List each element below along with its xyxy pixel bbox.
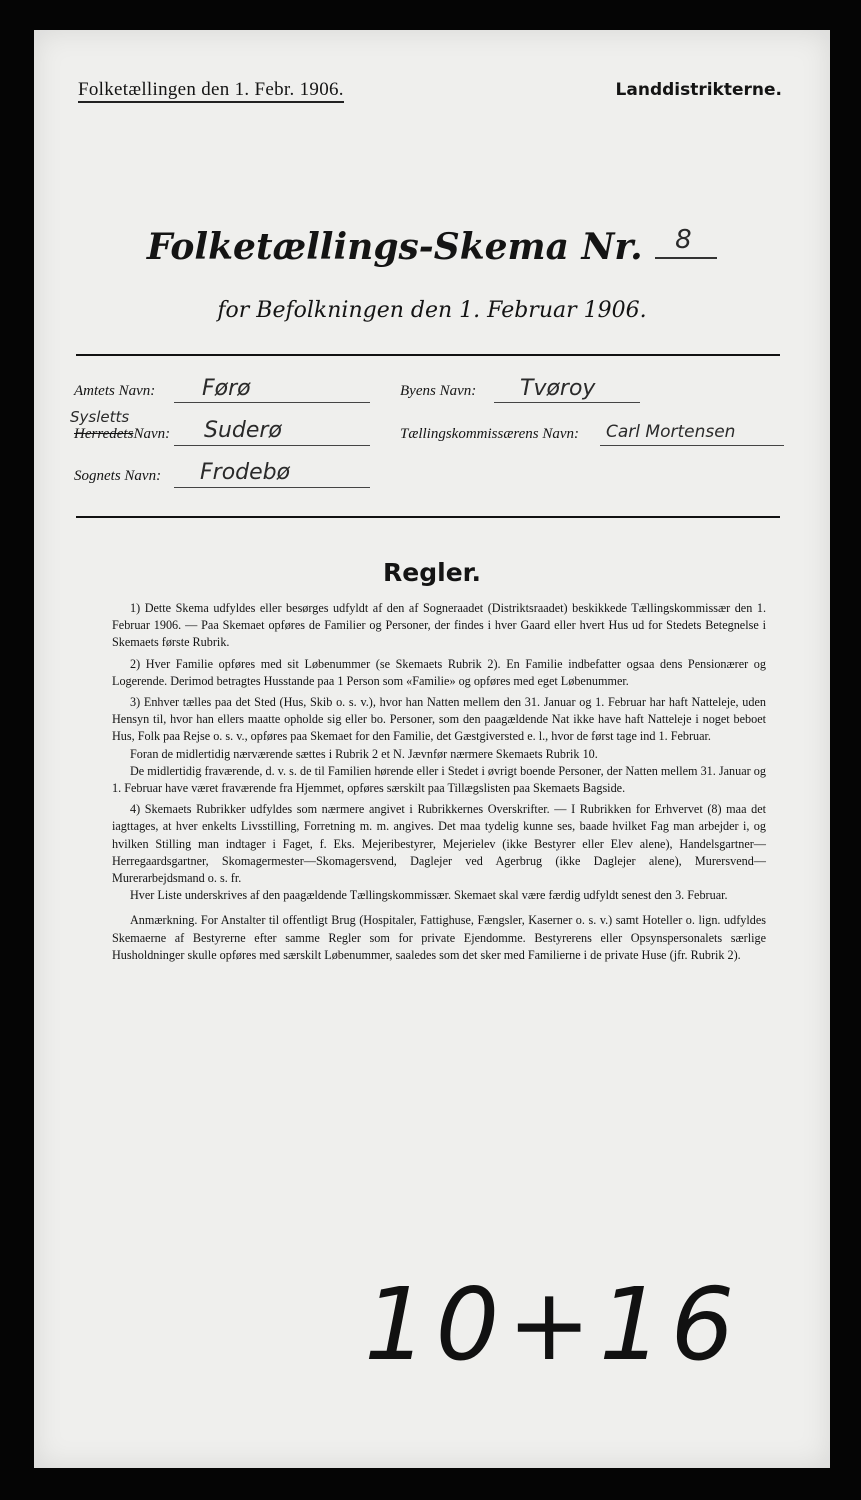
sogn-label: Sognets Navn: (74, 468, 162, 484)
sogn-value: Frodebø (200, 460, 291, 485)
rule-paragraph: Foran de midlertidig nærværende sættes i Rubrik 2 et N. Jævnfør nærmere Skemaets Rubrik 10. (130, 746, 598, 761)
sogn-line (174, 487, 370, 488)
form-number-field (655, 227, 717, 259)
rules-heading: Regler. (383, 558, 481, 587)
form-title (34, 226, 830, 268)
herred-label-handwritten: Sysletts (70, 408, 130, 426)
kommissaer-line (600, 445, 784, 446)
by-label: Byens Navn: (400, 383, 477, 399)
rule-paragraph: 1) Dette Skema udfyldes eller besørges udfyldt af den af Sogneraadet (Distriktsraadet) beskikkede Tællingskommissær den 1. Februar 1906. — Paa Skemaet opføres de Familier og Personer, der findes i hver Gaard eller hvert Hus ud for Stedets Betegnelse i Skemaets første Rubrik. (112, 601, 766, 650)
by-value: Tvøroy (520, 376, 596, 401)
form-title-text: Folketællings-Skema Nr. (146, 226, 643, 268)
rule-paragraph: 2) Hver Familie opføres med sit Løbenummer (se Skemaets Rubrik 2). En Familie indbefatter ogsaa dens Pensionærer og Logerende. Derimod betragtes Husstande paa 1 Person som «Familie» og opføres med eget Løbenummer. (112, 656, 766, 688)
herred-label-suffix: Navn: (133, 426, 171, 442)
form-subtitle: for Befolkningen den 1. Februar 1906. (217, 298, 647, 323)
rules-text (112, 600, 766, 968)
kommissaer-label: Tællingskommissærens Navn: (400, 426, 580, 442)
census-form-page (34, 30, 830, 1468)
handwritten-tally: 10+16 (364, 1266, 743, 1383)
census-header-title: Folketællingen den 1. Febr. 1906. (78, 79, 344, 103)
kommissaer-value: Carl Mortensen (606, 422, 736, 442)
herred-label-struck: Herredets (74, 426, 134, 442)
by-line (494, 402, 640, 403)
rule-paragraph: 4) Skemaets Rubrikker udfyldes som nærmere angivet i Rubrikkernes Overskrifter. — I Rubrikken for Erhvervet (8) maa det iagttages, at hver enkelts Livsstilling, Forretning m. m. angives. Det maa tydelig kunne ses, baade hvilket Fag man arbejder i, og hvilken Stilling man indtager i Faget, f. Eks. Mejeribestyrer, Mejerielev (ikke Bestyrer eller Elev alene), Handelsgartner—Herregaardsgartner, Skomagermester—Skomagersvend, Daglejer ved Agerbrug (ikke Daglejer alene), Murersvend—Murerarbejdsmand o. s. fr. (112, 802, 766, 886)
top-divider (76, 354, 780, 356)
rule-paragraph: 3) Enhver tælles paa det Sted (Hus, Skib o. s. v.), hvor han Natten mellem den 31. Januar og 1. Februar har haft Natteleje, uden Hensyn til, hvor han ellers maatte opholde sig eller bo. Personer, som den paagældende Nat ikke have haft Natteleje i noget beboet Hus, Folk paa Rejse o. s. v., opføres paa Skemaet for den Familie, det Gæstgiversted e. l., hvor de først tage ind 1. Februar. (112, 695, 766, 744)
form-number-value: 8 (675, 225, 692, 255)
amt-label: Amtets Navn: (74, 383, 156, 399)
rule-paragraph: Hver Liste underskrives af den paagældende Tællingskommissær. Skemaet skal være færdig udfyldt senest den 3. Februar. (130, 888, 728, 903)
herred-line (174, 445, 370, 446)
rule-paragraph: De midlertidig fraværende, d. v. s. de til Familien hørende eller i Stedet i øvrigt boende Personer, der Natten mellem 31. Januar og 1. Februar have været fraværende fra Hjemmet, opføres særskilt paa Tillægslisten paa Skemaets Bagside. (112, 763, 766, 796)
district-type-label: Landdistrikterne. (615, 80, 782, 100)
amt-value: Førø (202, 376, 251, 401)
amt-line (174, 402, 370, 403)
herred-label (74, 426, 170, 443)
bottom-divider (76, 516, 780, 518)
herred-value: Suderø (204, 418, 282, 443)
note-paragraph: Anmærkning. For Anstalter til offentligt Brug (Hospitaler, Fattighuse, Fængsler, Kaserner o. s. v.) samt Hoteller o. lign. udfyldes Skemaerne af Bestyrerne efter samme Regler som for private Ejendomme. Bestyrerens eller Opsynspersonalets særlige Husholdninger skulle opføres med særskilt Løbenummer, saaledes som det sker med Familierne i de private Huse (jfr. Rubrik 2). (112, 913, 766, 962)
